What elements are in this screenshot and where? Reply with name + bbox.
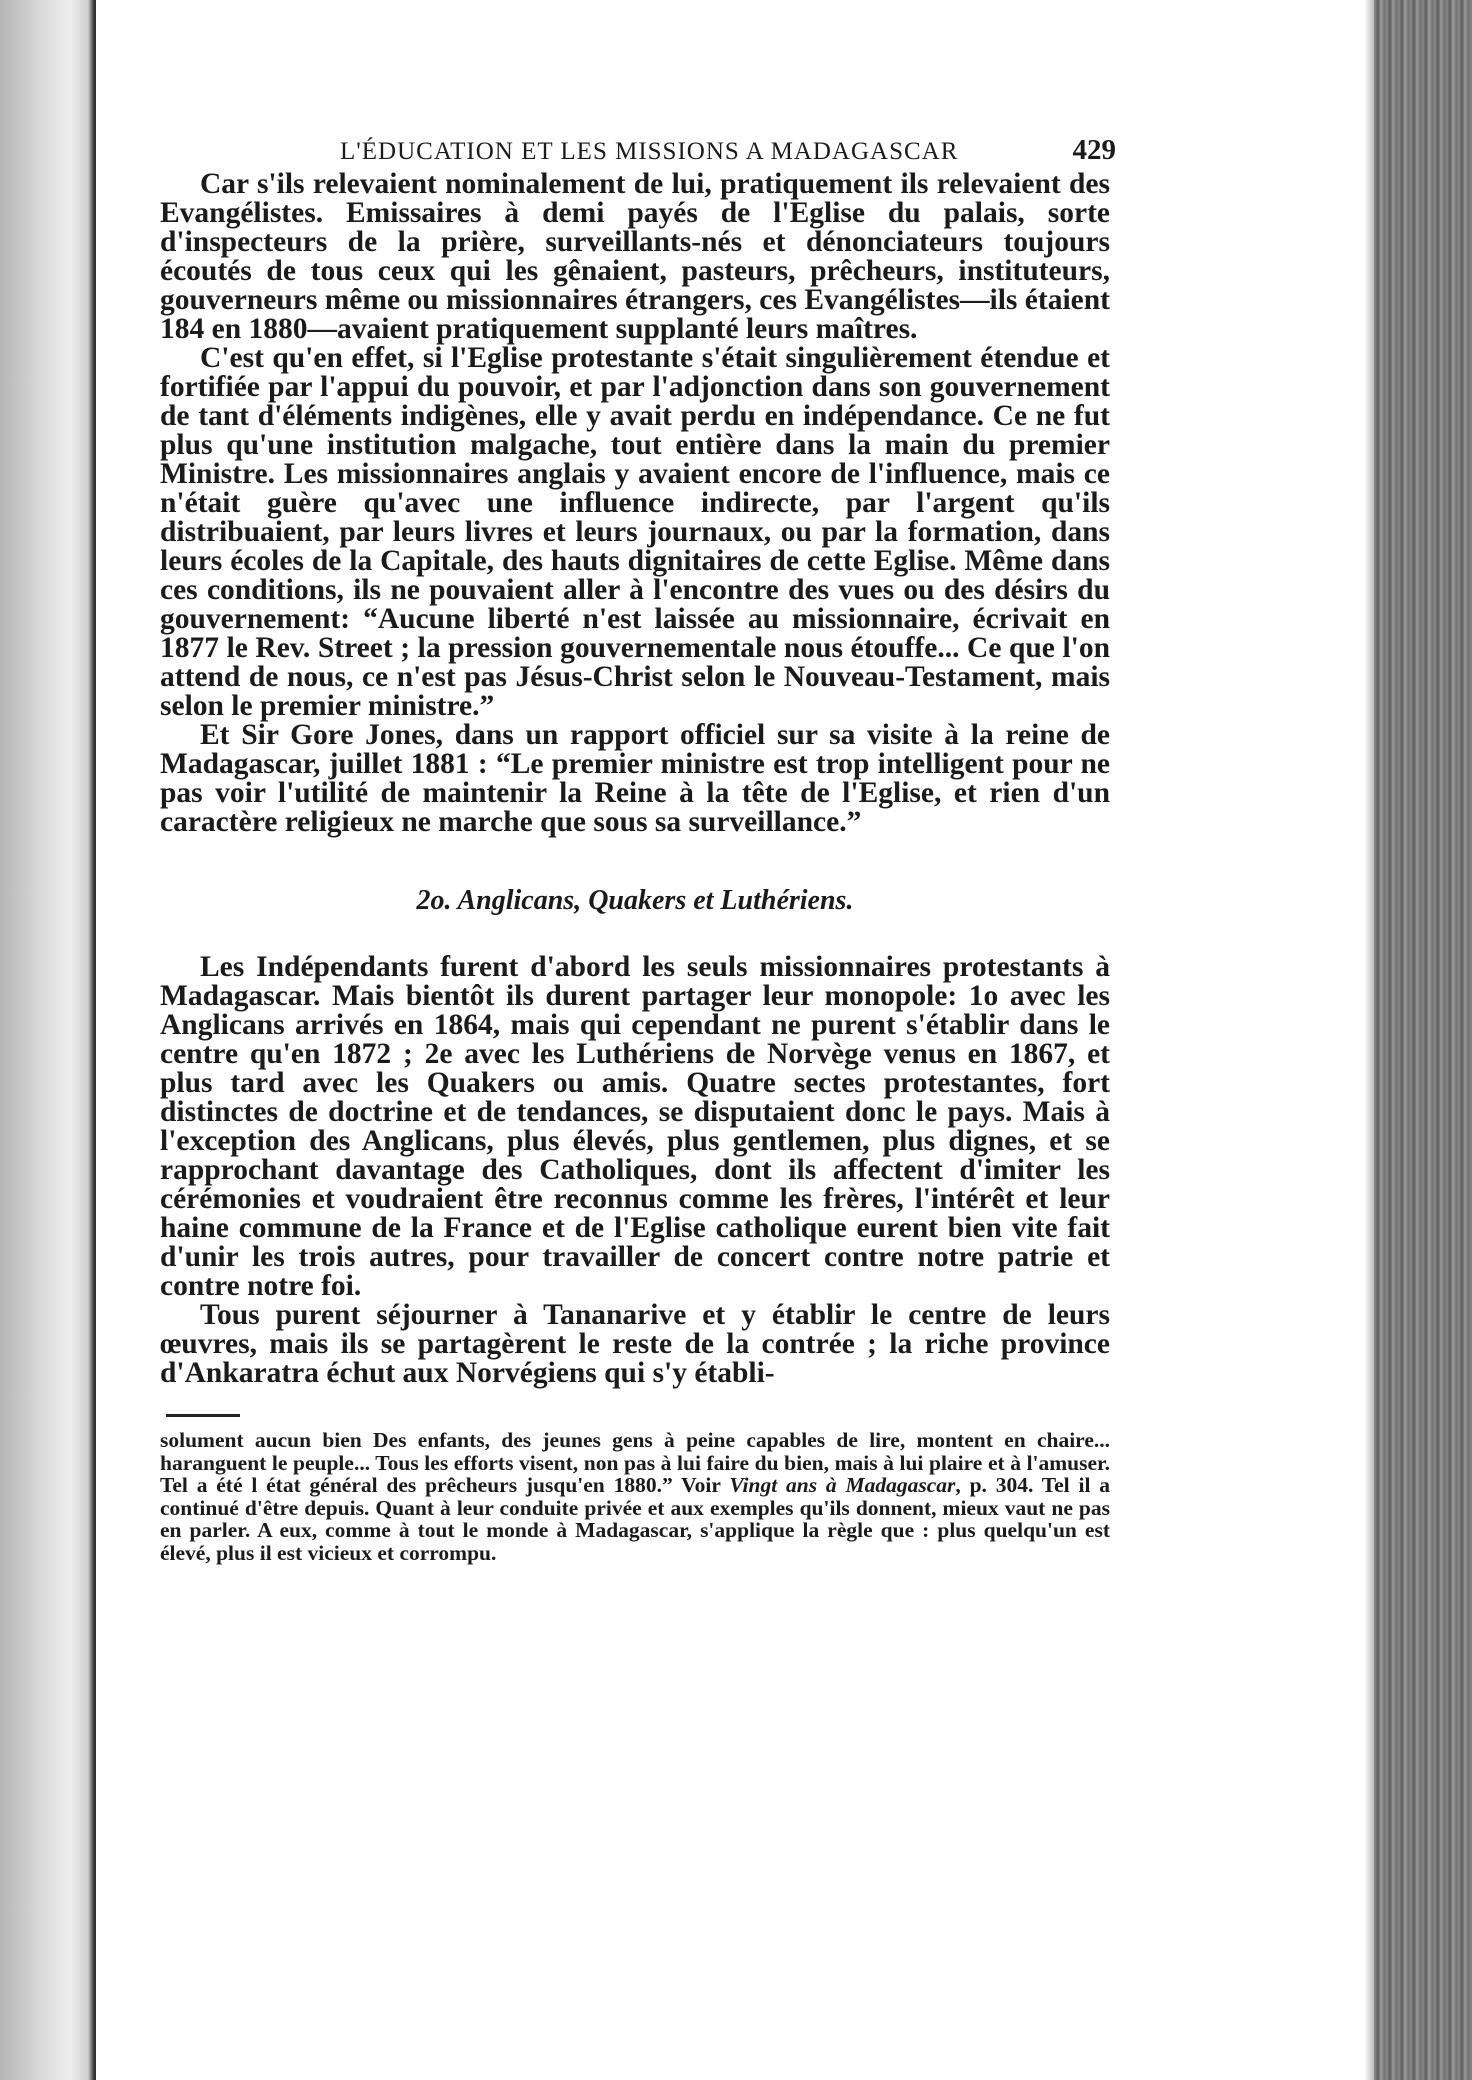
footnote-book-title: Vingt ans à Madagascar: [729, 1473, 956, 1497]
book-page: [160, 118, 1116, 1565]
page-number: 429: [1072, 134, 1116, 166]
paragraph: Et Sir Gore Jones, dans un rapport officiel sur sa visite à la reine de Madagascar, juillet 1881 : “Le premier ministre est trop intelligent pour ne pas voir l'utilité de maintenir la Reine à la tête de l'Eglise, et rien d'un caractère religieux ne marche que sous sa surveillance.”: [160, 719, 1110, 838]
paragraph: C'est qu'en effet, si l'Eglise protestante s'était singulièrement étendue et fortifiée par l'appui du pouvoir, et par l'adjonction dans son gouvernement de tant d'éléments indigènes, elle y avait perdu en indépendance. Ce ne fut plus qu'une institution malgache, tout entière dans la main du premier Ministre. Les missionnaires anglais y avaient encore de l'influence, mais ce n'était guère qu'avec une influence indirecte, par l'argent qu'ils distribuaient, par leurs livres et leurs journaux, ou par la formation, dans leurs écoles de la Capitale, des hauts dignitaires de cette Eglise. Même dans ces conditions, ils ne pouvaient aller à l'encontre des vues ou des désirs du gouvernement: “Aucune liberté n'est laissée au missionnaire, écrivait en 1877 le Rev. Street ; la pression gouvernementale nous étouffe... Ce que l'on attend de nous, ce n'est pas Jésus-Christ selon le Nouveau-Testament, mais selon le premier ministre.”: [160, 342, 1110, 722]
paragraph: Car s'ils relevaient nominalement de lui, pratiquement ils relevaient des Evangélistes. Emissaires à demi payés de l'Eglise du palais, sorte d'inspecteurs de la prière, surveillants-nés et dénonciateurs toujours écoutés de tous ceux qui les gênaient, pasteurs, prêcheurs, instituteurs, gouverneurs même ou missionnaires étrangers, ces Evangélistes—ils étaient 184 en 1880—avaient pratiquement supplanté leurs maîtres.: [160, 168, 1110, 345]
page-stack-edge: [1372, 0, 1472, 2080]
running-head-title: L'ÉDUCATION ET LES MISSIONS A MADAGASCAR: [340, 138, 959, 165]
footnote-separator: [166, 1414, 240, 1417]
footnote: [160, 1429, 1110, 1564]
running-head: [160, 118, 1116, 170]
facing-page-edge: [0, 0, 96, 2080]
paragraph: Tous purent séjourner à Tananarive et y établir le centre de leurs œuvres, mais ils se partagèrent le reste de la contrée ; la riche province d'Ankaratra échut aux Norvégiens qui s'y établi-: [160, 1299, 1110, 1389]
section-heading: 2o. Anglicans, Quakers et Luthériens.: [416, 885, 854, 916]
footnote-text: solument aucun bien Des enfants, des jeunes gens à peine capables de lire, montent en chaire... haranguent le peuple... Tous les efforts visent, non pas à lui faire du bien, mais à lui plaire et à l'amuser. Tel a été l état général des prêcheurs jusqu'en 1880.” Voir: [160, 1428, 1110, 1497]
paragraph: Les Indépendants furent d'abord les seuls missionnaires protestants à Madagascar. Mais bientôt ils durent partager leur monopole: 1o avec les Anglicans arrivés en 1864, mais qui cependant ne purent s'établir dans le centre qu'en 1872 ; 2e avec les Luthériens de Norvège venus en 1867, et plus tard avec les Quakers ou amis. Quatre sectes protestantes, fort distinctes de doctrine et de tendances, se disputaient donc le pays. Mais à l'exception des Anglicans, plus élevés, plus gentlemen, plus dignes, et se rapprochant davantage des Catholiques, dont ils affectent d'imiter les cérémonies et voudraient être reconnus comme les frères, l'intérêt et leur haine commune de la France et de l'Eglise catholique eurent bien vite fait d'unir les trois autres, pour travailler de concert contre notre patrie et contre notre foi.: [160, 951, 1110, 1302]
footnote-text: , p. 304. Tel il a continué d'être depuis. Quant à leur conduite privée et aux exemples qu'ils donnent, mieux vaut ne pas en parler. A eux, comme à tout le monde à Madagascar, s'applique la règle que : plus quelqu'un est élevé, plus il est vicieux et corrompu.: [160, 1473, 1110, 1565]
